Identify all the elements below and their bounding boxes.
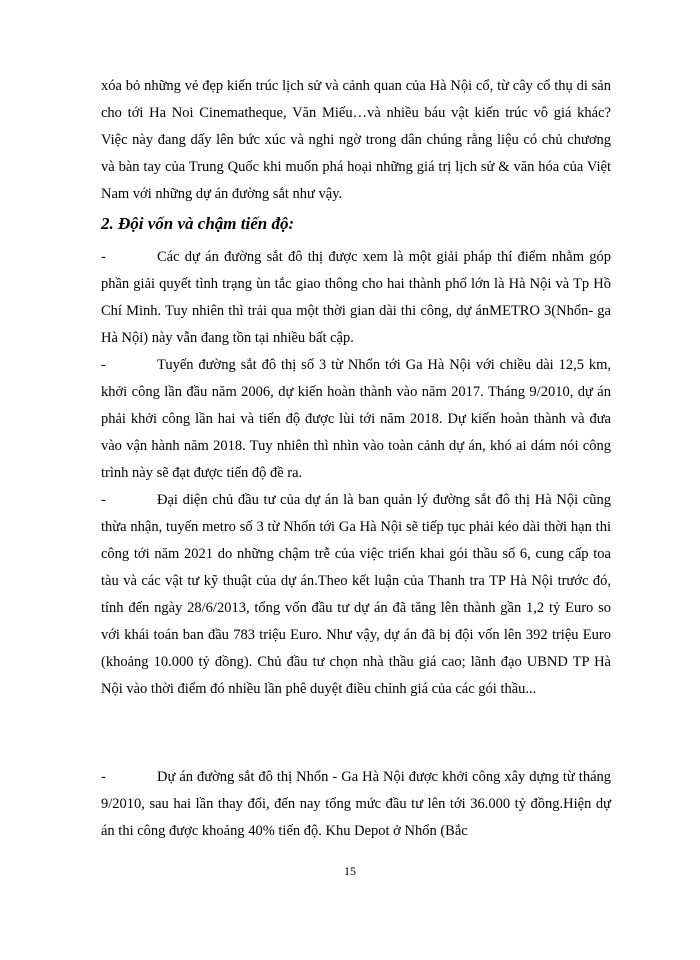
page-number: 15 [344,864,356,878]
bullet-paragraph-1 [101,244,611,352]
bullet-marker: - [101,357,106,373]
bullet-marker: - [101,492,106,508]
intro-paragraph [101,73,611,208]
bullet-text: Tuyến đường sắt đô thị số 3 từ Nhổn tới Ga Hà Nội với chiều dài 12,5 km, khởi công lần đầu năm 2006, dự kiến hoàn thành vào năm 2017. Tháng 9/2010, dự án phải khởi công lần hai và tiến độ được lùi tới năm 2018. Dự kiến hoàn thành và đưa vào vận hành năm 2018. Tuy nhiên thì nhìn vào toàn cảnh dự án, khó ai dám nói công trình này sẽ đạt được tiến độ đề ra. [101,357,611,481]
bullet-paragraph-3 [101,487,611,703]
bullet-marker: - [101,769,106,785]
intro-paragraph-text: xóa bỏ những vẻ đẹp kiến trúc lịch sử và cảnh quan của Hà Nội cổ, từ cây cổ thụ di sản cho tới Ha Noi Cinematheque, Văn Miếu…và nhiều báu vật kiến trúc vô giá khác? Việc này đang dấy lên bức xúc và nghi ngờ trong dân chúng rằng liệu có chủ chương và bàn tay của Trung Quốc khi muốn phá hoại những giá trị lịch sử & văn hóa của Việt Nam với những dự án đường sắt như vậy. [101,78,611,202]
bullet-text: Các dự án đường sắt đô thị được xem là một giải pháp thí điểm nhằm góp phần giải quyết tình trạng ùn tắc giao thông cho hai thành phố lớn là Hà Nội và Tp Hồ Chí Minh. Tuy nhiên thì trải qua một thời gian dài thi công, dự ánMETRO 3(Nhổn- ga Hà Nội) này vẫn đang tồn tại nhiều bất cập. [101,249,611,346]
bullet-marker: - [101,249,106,265]
bullet-paragraph-4 [101,764,611,845]
bullet-text: Đại diện chủ đầu tư của dự án là ban quản lý đường sắt đô thị Hà Nội cũng thừa nhận, tuyến metro số 3 từ Nhổn tới Ga Hà Nội sẽ tiếp tục phải kéo dài thời hạn thi công tới năm 2021 do những chậm trễ của việc triển khai gói thầu số 6, cung cấp toa tàu và các vật tư kỹ thuật của dự án.Theo kết luận của Thanh tra TP Hà Nội trước đó, tính đến ngày 28/6/2013, tổng vốn đầu tư dự án đã tăng lên thành gần 1,2 tỷ Euro so với khái toán ban đầu 783 triệu Euro. Như vậy, dự án đã bị đội vốn lên 392 triệu Euro (khoảng 10.000 tỷ đồng). Chủ đầu tư chọn nhà thầu giá cao; lãnh đạo UBND TP Hà Nội vào thời điểm đó nhiều lần phê duyệt điều chỉnh giá của các gói thầu... [101,492,611,697]
section-heading: 2. Đội vốn và chậm tiến độ: [101,214,295,233]
bullet-text: Dự án đường sắt đô thị Nhổn - Ga Hà Nội được khởi công xây dựng từ tháng 9/2010, sau hai lần thay đổi, đến nay tổng mức đầu tư lên tới 36.000 tỷ đồng.Hiện dự án thi công được khoảng 40% tiến độ. Khu Depot ở Nhổn (Bắc [101,769,611,839]
bullet-paragraph-2 [101,352,611,487]
